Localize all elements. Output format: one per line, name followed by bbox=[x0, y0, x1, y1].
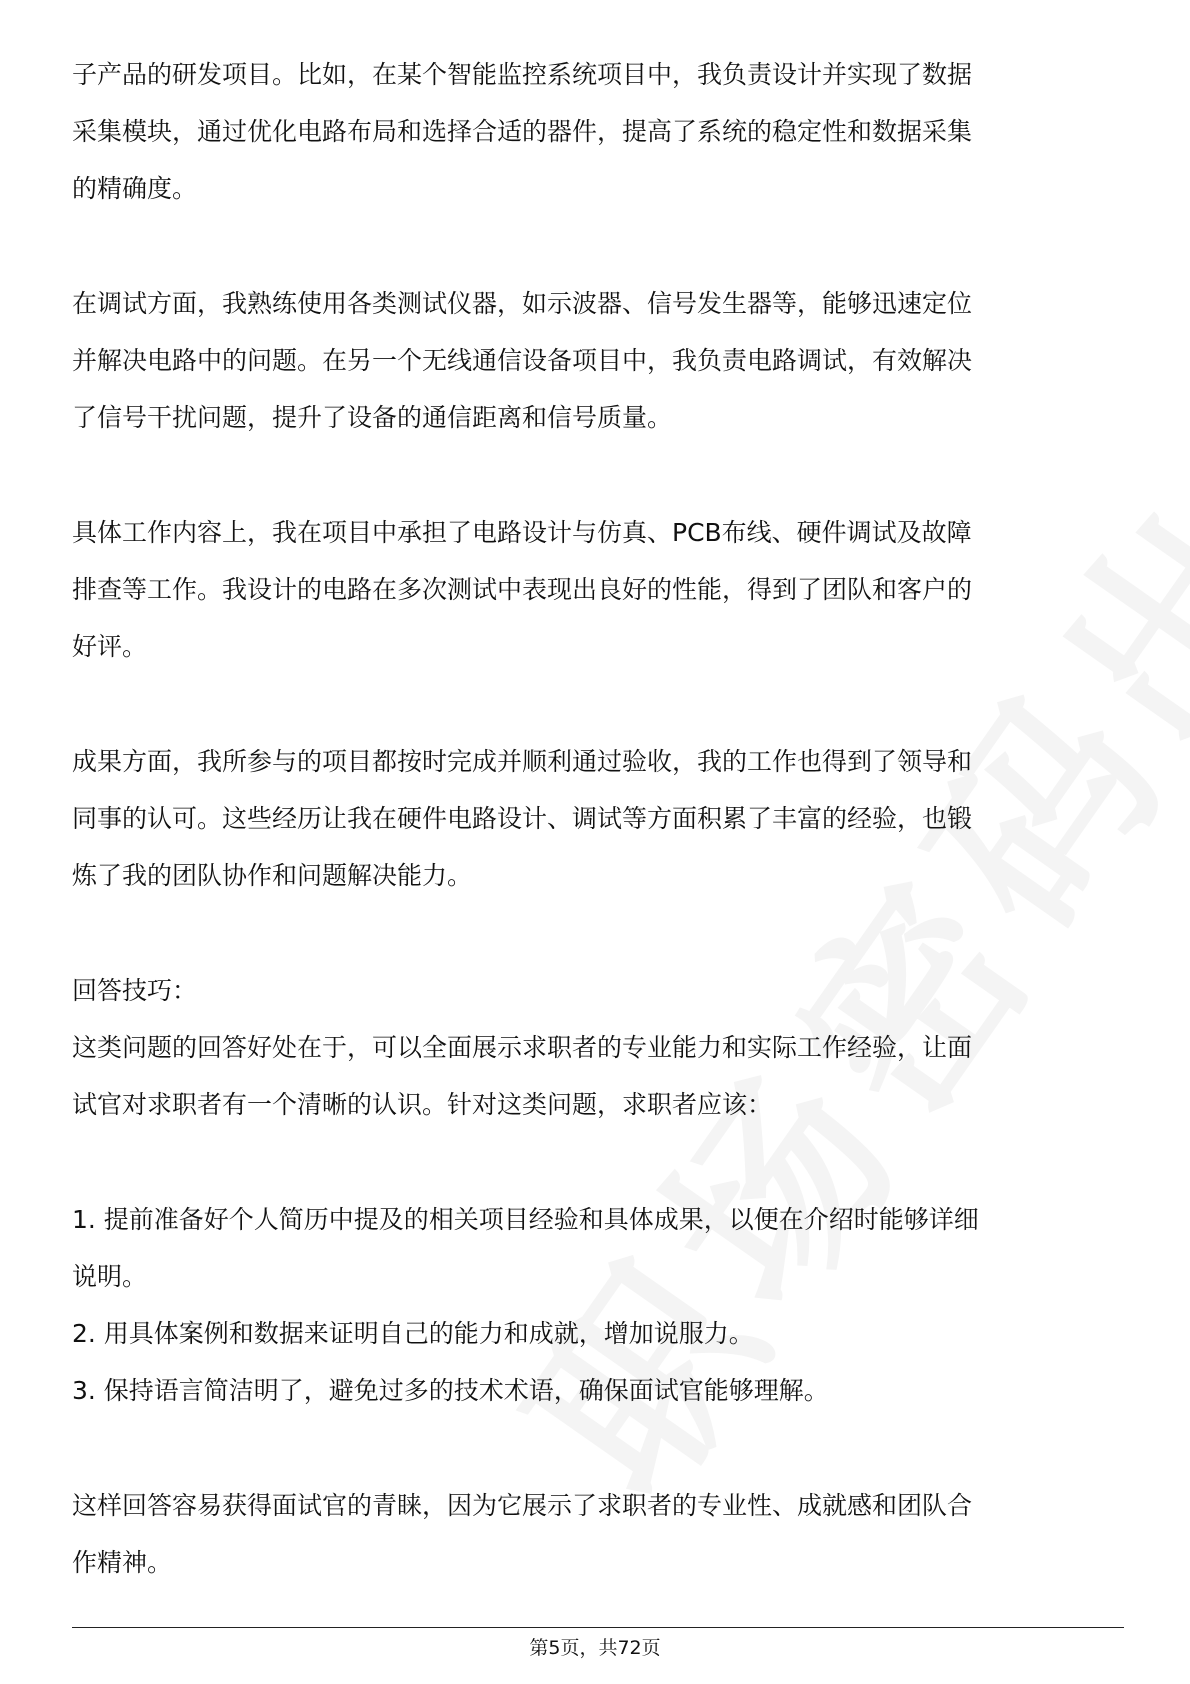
paragraph-gap bbox=[72, 675, 1122, 733]
text-line: 子产品的研发项目。比如，在某个智能监控系统项目中，我负责设计并实现了数据 bbox=[72, 60, 973, 89]
paragraph-results bbox=[72, 733, 1122, 904]
list-item-continuation: 说明。 bbox=[72, 1262, 148, 1291]
paragraph-gap bbox=[72, 217, 1122, 275]
text-line: 成果方面，我所参与的项目都按时完成并顺利通过验收，我的工作也得到了领导和 bbox=[72, 747, 973, 776]
text-line: 具体工作内容上，我在项目中承担了电路设计与仿真、PCB布线、硬件调试及故障 bbox=[72, 518, 972, 547]
text-line: 采集模块，通过优化电路布局和选择合适的器件，提高了系统的稳定性和数据采集 bbox=[72, 117, 973, 146]
text-line: 的精确度。 bbox=[72, 174, 198, 203]
paragraph-gap bbox=[72, 904, 1122, 962]
text-line: 并解决电路中的问题。在另一个无线通信设备项目中，我负责电路调试，有效解决 bbox=[72, 346, 973, 375]
paragraph-gap bbox=[72, 1419, 1122, 1477]
text-line: 了信号干扰问题，提升了设备的通信距离和信号质量。 bbox=[72, 403, 673, 432]
list-item: 2. 用具体案例和数据来证明自己的能力和成就，增加说服力。 bbox=[72, 1319, 754, 1348]
text-line: 在调试方面，我熟练使用各类测试仪器，如示波器、信号发生器等，能够迅速定位 bbox=[72, 289, 973, 318]
paragraph-work-content bbox=[72, 504, 1122, 675]
text-line: 同事的认可。这些经历让我在硬件电路设计、调试等方面积累了丰富的经验，也锻 bbox=[72, 804, 973, 833]
list-item: 1. 提前准备好个人简历中提及的相关项目经验和具体成果，以便在介绍时能够详细 bbox=[72, 1205, 979, 1234]
footer-divider bbox=[72, 1627, 1124, 1628]
text-line: 排查等工作。我设计的电路在多次测试中表现出良好的性能，得到了团队和客户的 bbox=[72, 575, 973, 604]
list-item: 3. 保持语言简洁明了，避免过多的技术术语，确保面试官能够理解。 bbox=[72, 1376, 829, 1405]
text-line: 这样回答容易获得面试官的青睐，因为它展示了求职者的专业性、成就感和团队合 bbox=[72, 1491, 973, 1520]
paragraph-gap bbox=[72, 446, 1122, 504]
document-body bbox=[72, 46, 1122, 1591]
paragraph-gap bbox=[72, 1133, 1122, 1191]
text-line: 这类问题的回答好处在于，可以全面展示求职者的专业能力和实际工作经验，让面 bbox=[72, 1033, 973, 1062]
tips-list bbox=[72, 1191, 1122, 1419]
paragraph-conclusion bbox=[72, 1477, 1122, 1591]
paragraph-debugging bbox=[72, 275, 1122, 446]
text-line: 作精神。 bbox=[72, 1548, 173, 1577]
section-heading: 回答技巧： bbox=[72, 976, 198, 1005]
paragraph-project-experience bbox=[72, 46, 1122, 217]
page-number: 第5页，共72页 bbox=[529, 1637, 661, 1659]
paragraph-answer-tips bbox=[72, 962, 1122, 1133]
text-line: 好评。 bbox=[72, 632, 148, 661]
text-line: 试官对求职者有一个清晰的认识。针对这类问题，求职者应该： bbox=[72, 1090, 773, 1119]
text-line: 炼了我的团队协作和问题解决能力。 bbox=[72, 861, 473, 890]
